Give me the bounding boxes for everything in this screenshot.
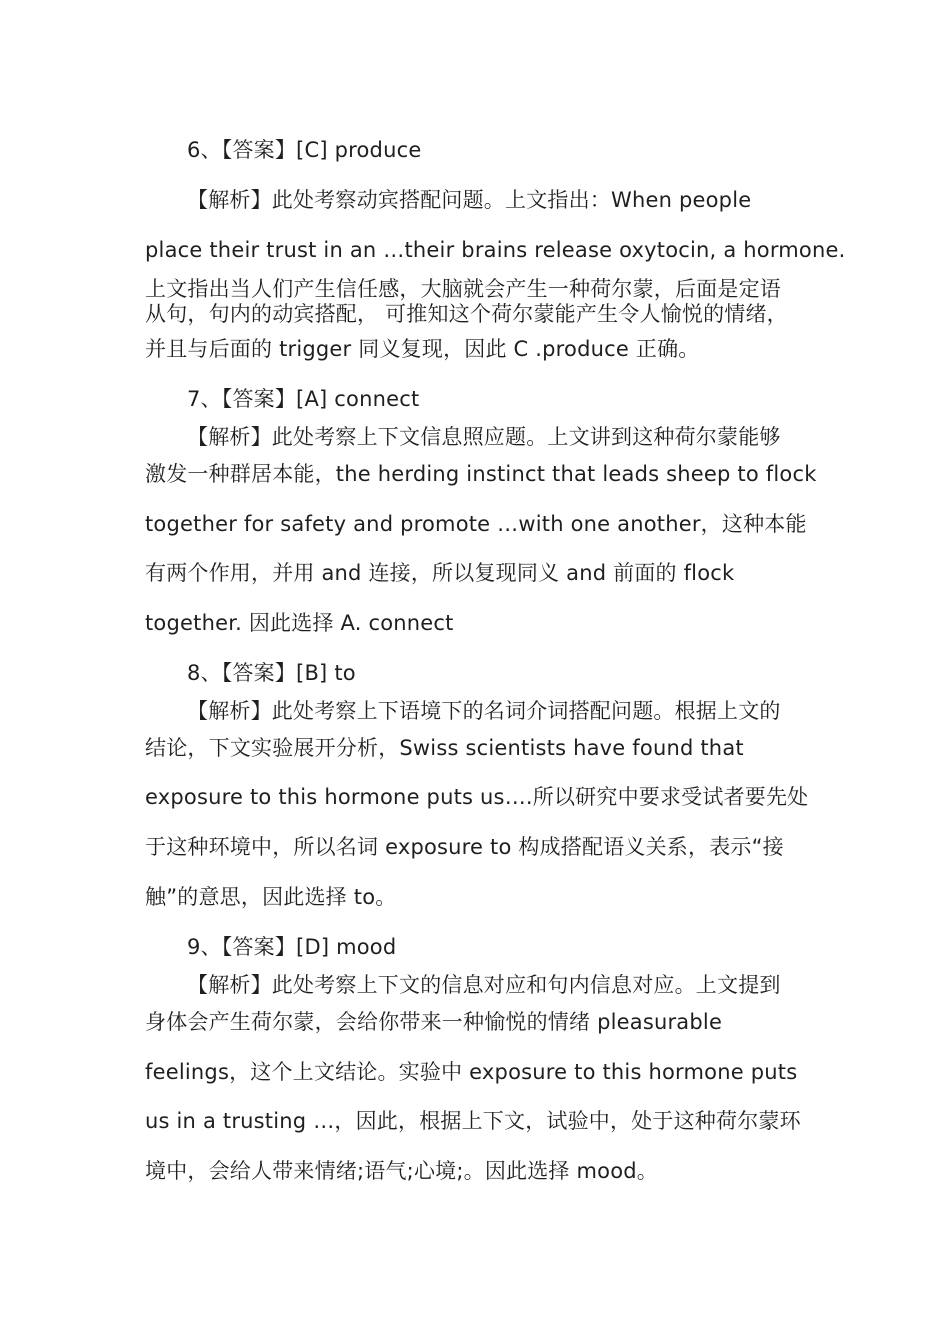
analysis-7-line-4: 有两个作用，并用 and 连接，所以复现同义 and 前面的 flock <box>145 561 735 585</box>
analysis-8-line-1: 【解析】此处考察上下语境下的名词介词搭配问题。根据上文的 <box>187 699 781 723</box>
analysis-8-line-5: 触”的意思，因此选择 to。 <box>145 885 397 909</box>
analysis-6-line-5: 并且与后面的 trigger 同义复现，因此 C .produce 正确。 <box>145 337 700 361</box>
answer-7: 7、【答案】[A] connect <box>187 387 420 411</box>
analysis-7-line-5: together. 因此选择 A. connect <box>145 611 454 635</box>
analysis-6-line-2: place their trust in an …their brains release oxytocin, a hormone. <box>145 238 846 262</box>
analysis-6-line-1: 【解析】此处考察动宾搭配问题。上文指出：When people <box>187 188 752 212</box>
analysis-7-line-2: 激发一种群居本能，the herding instinct that leads sheep to flock <box>145 462 817 486</box>
analysis-9-line-4: us in a trusting …，因此，根据上下文，试验中，处于这种荷尔蒙环 <box>145 1109 801 1133</box>
analysis-8-line-4: 于这种环境中，所以名词 exposure to 构成搭配语义关系，表示“接 <box>145 835 784 859</box>
analysis-6-line-3: 上文指出当人们产生信任感，大脑就会产生一种荷尔蒙，后面是定语 <box>145 277 781 301</box>
answer-8: 8、【答案】[B] to <box>187 661 356 685</box>
analysis-9-line-2: 身体会产生荷尔蒙，会给你带来一种愉悦的情绪 pleasurable <box>145 1010 723 1034</box>
analysis-7-line-1: 【解析】此处考察上下文信息照应题。上文讲到这种荷尔蒙能够 <box>187 425 781 449</box>
analysis-6-line-4: 从句，句内的动宾搭配， 可推知这个荷尔蒙能产生令人愉悦的情绪， <box>145 302 788 326</box>
answer-6: 6、【答案】[C] produce <box>187 138 422 162</box>
analysis-8-line-3: exposure to this hormone puts us….所以研究中要求受试者要先处 <box>145 785 809 809</box>
analysis-8-line-2: 结论，下文实验展开分析，Swiss scientists have found that <box>145 736 744 760</box>
analysis-9-line-1: 【解析】此处考察上下文的信息对应和句内信息对应。上文提到 <box>187 973 781 997</box>
answer-9: 9、【答案】[D] mood <box>187 935 397 959</box>
analysis-9-line-3: feelings，这个上文结论。实验中 exposure to this hormone puts <box>145 1060 798 1084</box>
analysis-7-line-3: together for safety and promote …with one another，这种本能 <box>145 512 807 536</box>
analysis-9-line-5: 境中，会给人带来情绪;语气;心境;。因此选择 mood。 <box>145 1159 658 1183</box>
